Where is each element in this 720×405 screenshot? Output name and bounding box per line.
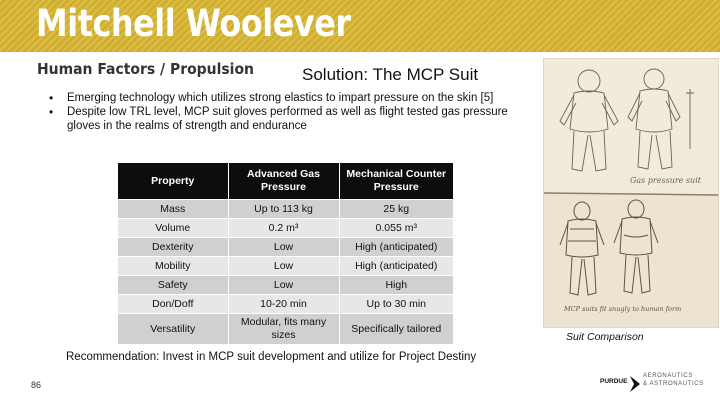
table-cell: 0.2 m³ bbox=[228, 219, 339, 238]
sketch-annotation-gas: Gas pressure suit bbox=[630, 176, 701, 185]
table-cell: Versatility bbox=[118, 314, 228, 345]
table-row bbox=[118, 295, 453, 314]
suit-sketch-photo bbox=[543, 58, 719, 328]
page-number: 86 bbox=[31, 380, 42, 390]
column-header-property: Property bbox=[118, 163, 228, 200]
table-cell: Up to 30 min bbox=[339, 295, 453, 314]
sketch-annotation-mcp: MCP suits fit snugly to human form bbox=[564, 305, 682, 313]
suit-sketch-drawing bbox=[544, 59, 718, 327]
table-row bbox=[118, 314, 453, 345]
presenter-role: Human Factors / Propulsion bbox=[37, 60, 254, 78]
table-cell: Low bbox=[228, 238, 339, 257]
purdue-logo-mark-icon bbox=[600, 372, 640, 394]
table-row bbox=[118, 238, 453, 257]
logo-wordmark: PURDUE bbox=[600, 378, 628, 385]
logo-department-line2: & ASTRONAUTICS bbox=[643, 381, 704, 387]
logo-department-line1: AERONAUTICS bbox=[643, 373, 693, 379]
table-cell: Don/Doff bbox=[118, 295, 228, 314]
table-cell: Specifically tailored bbox=[339, 314, 453, 345]
table-cell: Modular, fits many sizes bbox=[228, 314, 339, 345]
figure-caption: Suit Comparison bbox=[566, 331, 644, 343]
table-cell: 25 kg bbox=[339, 200, 453, 219]
table-header-row bbox=[118, 163, 453, 200]
comparison-table bbox=[118, 163, 453, 344]
table-cell: Up to 113 kg bbox=[228, 200, 339, 219]
table-row bbox=[118, 257, 453, 276]
table-cell: Volume bbox=[118, 219, 228, 238]
header-banner bbox=[0, 0, 720, 52]
presenter-name: Mitchell Woolever bbox=[36, 2, 351, 45]
column-header-gas-pressure: Advanced Gas Pressure bbox=[228, 163, 339, 200]
table-row bbox=[118, 219, 453, 238]
table-cell: Dexterity bbox=[118, 238, 228, 257]
table-row bbox=[118, 276, 453, 295]
table-cell: Mobility bbox=[118, 257, 228, 276]
table-cell: High (anticipated) bbox=[339, 257, 453, 276]
table-cell: High bbox=[339, 276, 453, 295]
table-cell: Mass bbox=[118, 200, 228, 219]
table-cell: Low bbox=[228, 257, 339, 276]
column-header-mcp: Mechanical Counter Pressure bbox=[339, 163, 453, 200]
table-cell: 0.055 m³ bbox=[339, 219, 453, 238]
table-cell: High (anticipated) bbox=[339, 238, 453, 257]
bullet-item: • Despite low TRL level, MCP suit gloves performed as well as flight tested gas pressure gloves in the realms of strength and endurance bbox=[46, 105, 526, 133]
bullet-item: • Emerging technology which utilizes strong elastics to impart pressure on the skin [5] bbox=[46, 91, 526, 105]
table-cell: 10-20 min bbox=[228, 295, 339, 314]
table-cell: Safety bbox=[118, 276, 228, 295]
bullet-list bbox=[46, 91, 526, 133]
table-row bbox=[118, 200, 453, 219]
recommendation-text: Recommendation: Invest in MCP suit development and utilize for Project Destiny bbox=[66, 351, 477, 363]
purdue-logo bbox=[600, 370, 718, 396]
table-cell: Low bbox=[228, 276, 339, 295]
slide-title: Solution: The MCP Suit bbox=[302, 65, 479, 84]
